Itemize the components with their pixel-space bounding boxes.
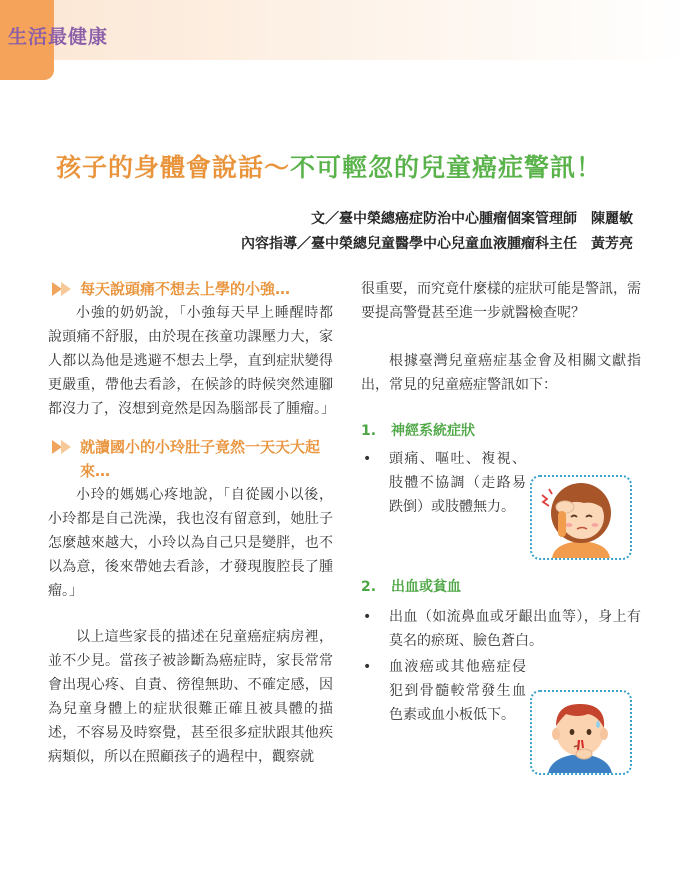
bullet-text: 出血（如流鼻血或牙齦出血等），身上有莫名的瘀斑、臉色蒼白。 <box>389 609 641 649</box>
bullet-text: 頭痛、嘔吐、複視、肢體不協調（走路易跌倒）或肢體無力。 <box>389 451 526 515</box>
bullet-text: 血液癌或其他癌症侵犯到骨髓較常發生血色素或血小板低下。 <box>389 659 526 723</box>
girl-headache-illustration <box>530 475 632 560</box>
byline-author: 文／臺中榮總癌症防治中心腫瘤個案管理師 陳麗敏 <box>311 211 633 227</box>
paragraph-xiaoling: 小玲的媽媽心疼地說，「自從國小以後，小玲都是自己洗澡，我也沒有留意到，她肚子怎麼越來越大，小玲以為自己只是變胖，也不以為意，後來帶她去看診，才發現腹腔長了腫瘤。」 <box>48 487 333 599</box>
bullet-dot: • <box>363 451 372 467</box>
section-2-bullet-1 <box>361 605 641 653</box>
subhead-1 <box>48 277 333 301</box>
bullet-dot: • <box>363 659 372 675</box>
byline-advisor: 內容指導／臺中榮總兒童醫學中心兒童血液腫瘤科主任 黃芳亮 <box>241 236 633 252</box>
bullet-dot: • <box>363 609 372 625</box>
title-part2: 不可輕忽的兒童癌症警訊！ <box>290 153 603 182</box>
section-1-heading <box>361 419 641 443</box>
section-label: 生活最健康 <box>8 26 109 48</box>
section-2-bullet-2 <box>361 655 526 727</box>
subhead-2-text: 就讀國小的小玲肚子竟然一天天大起來… <box>80 438 321 480</box>
section-2-heading <box>361 575 641 599</box>
title-part1: 孩子的身體會說話～ <box>56 153 291 182</box>
section-1-bullet-1 <box>361 447 526 519</box>
double-arrow-icon <box>48 277 74 301</box>
section-1-number: 1. <box>361 423 377 439</box>
subhead-1-text: 每天說頭痛不想去上學的小強… <box>80 280 291 298</box>
section-2-number: 2. <box>361 579 377 595</box>
section-1-title: 神經系統症狀 <box>391 423 475 439</box>
paragraph-continued: 很重要，而究竟什麼樣的症狀可能是警訊，需要提高警覺甚至進一步就醫檢查呢？ <box>361 281 641 321</box>
paragraph-parents: 以上這些家長的描述在兒童癌症病房裡，並不少見。當孩子被診斷為癌症時，家長常常會出現心疼、自責、徬徨無助、不確定感，因為兒童身體上的症狀很難正確且被具體的描述，不容易及時察覺，甚至很多症狀跟其他疾病類似，所以在照顧孩子的過程中，觀察就 <box>48 629 333 765</box>
double-arrow-icon <box>48 435 74 459</box>
subhead-2 <box>48 435 333 483</box>
paragraph-intro: 根據臺灣兒童癌症基金會及相關文獻指出，常見的兒童癌症警訊如下： <box>361 353 641 393</box>
boy-nosebleed-illustration <box>530 690 632 775</box>
article-title <box>56 148 602 184</box>
section-2-title: 出血或貧血 <box>391 579 461 595</box>
left-column <box>48 277 333 769</box>
paragraph-xiaoqiang: 小強的奶奶說，「小強每天早上睡醒時都說頭痛不舒服，由於現在孩童功課壓力大，家人都以為他是逃避不想去上學，直到症狀變得更嚴重，帶他去看診，在候診的時候突然連腳都沒力了，沒想到竟然是因為腦部長了腫瘤。」 <box>48 305 335 417</box>
